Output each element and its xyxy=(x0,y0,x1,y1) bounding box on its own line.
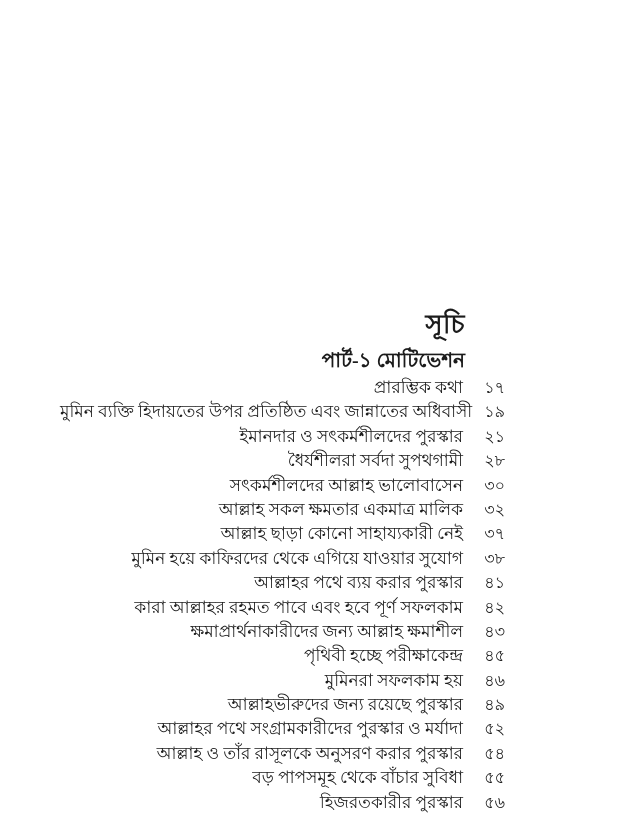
toc-row xyxy=(60,376,505,400)
toc-entry-page: ১৭ xyxy=(484,380,505,397)
toc-entry-page: ৩২ xyxy=(484,501,505,519)
toc-entry-page: ১৯ xyxy=(484,404,505,422)
toc-entry-page: ৪৬ xyxy=(484,672,505,690)
toc-section-title: পার্ট-১ মোটিভেশন xyxy=(321,350,465,372)
toc-entry-title: আল্লাহ সকল ক্ষমতার একমাত্র মালিক xyxy=(218,499,463,519)
toc-entry-title: পৃথিবী হচ্ছে পরীক্ষাকেন্দ্র xyxy=(303,646,463,666)
toc-row xyxy=(60,571,505,595)
toc-row xyxy=(60,425,505,449)
toc-entry-page: ৪৫ xyxy=(484,648,505,666)
toc-entry-page: ৫৪ xyxy=(484,745,505,763)
toc-row xyxy=(60,547,505,571)
toc-entry-title: মুমিন ব্যক্তি হিদায়তের উপর প্রতিষ্ঠিত এবং জান্নাতের অধিবাসী xyxy=(60,402,473,422)
toc-entry-page: ৪২ xyxy=(484,599,505,617)
toc-entry-title: সৎকর্মশীলদের আল্লাহ ভালোবাসেন xyxy=(229,475,463,495)
toc-entry-page: ৪৯ xyxy=(484,697,505,715)
toc-entry-page: ৫৫ xyxy=(484,770,505,788)
toc-row xyxy=(60,620,505,644)
toc-entry-page: ৪১ xyxy=(484,575,505,593)
toc-entry-page: ৩৭ xyxy=(484,526,505,544)
toc-row xyxy=(60,791,505,815)
toc-row xyxy=(60,766,505,790)
toc-heading: সূচি xyxy=(425,310,465,339)
toc-entry-page: ৪৩ xyxy=(484,623,505,641)
toc-entry-page: ৫৬ xyxy=(484,794,505,812)
toc-row xyxy=(60,522,505,546)
toc-row xyxy=(60,644,505,668)
toc-row xyxy=(60,449,505,473)
toc-entry-title: আল্লাহভীরুদের জন্য রয়েছে পুরস্কার xyxy=(227,695,463,715)
toc-entry-title: আল্লাহর পথে ব্যয় করার পুরস্কার xyxy=(254,573,463,593)
toc-entry-title: প্রারম্ভিক কথা xyxy=(373,378,463,397)
toc-row xyxy=(60,498,505,522)
toc-entry-title: ক্ষমাপ্রার্থনাকারীদের জন্য আল্লাহ ক্ষমাশীল xyxy=(190,621,463,641)
toc-entry-title: আল্লাহ ছাড়া কোনো সাহায্যকারী নেই xyxy=(220,524,463,544)
toc-list xyxy=(60,376,505,815)
toc-row xyxy=(60,474,505,498)
toc-entry-title: ইমানদার ও সৎকর্মশীলদের পুরস্কার xyxy=(239,426,463,446)
toc-entry-title: বড় পাপসমূহ থেকে বাঁচার সুবিধা xyxy=(252,768,463,788)
toc-row xyxy=(60,717,505,741)
toc-entry-title: আল্লাহ ও তাঁর রাসূলকে অনুসরণ করার পুরস্কার xyxy=(156,743,463,763)
toc-row xyxy=(60,742,505,766)
toc-entry-title: আল্লাহর পথে সংগ্রামকারীদের পুরস্কার ও মর্যাদা xyxy=(157,719,463,739)
toc-row xyxy=(60,693,505,717)
toc-entry-title: ধৈর্যশীলরা সর্বদা সুপথগামী xyxy=(287,451,463,471)
toc-row xyxy=(60,400,505,424)
toc-entry-title: কারা আল্লাহর রহমত পাবে এবং হবে পূর্ণ সফলকাম xyxy=(134,597,463,617)
toc-entry-page: ২৮ xyxy=(484,453,505,471)
toc-entry-page: ৩৮ xyxy=(484,550,505,568)
toc-entry-page: ৫২ xyxy=(484,721,505,739)
toc-entry-title: মুমিন হয়ে কাফিরদের থেকে এগিয়ে যাওয়ার সুযোগ xyxy=(131,548,463,568)
toc-row xyxy=(60,596,505,620)
toc-entry-title: মুমিনরা সফলকাম হয় xyxy=(324,670,463,690)
toc-entry-title: হিজরতকারীর পুরস্কার xyxy=(319,792,463,812)
toc-row xyxy=(60,669,505,693)
toc-entry-page: ৩০ xyxy=(484,477,505,495)
toc-entry-page: ২১ xyxy=(484,428,505,446)
